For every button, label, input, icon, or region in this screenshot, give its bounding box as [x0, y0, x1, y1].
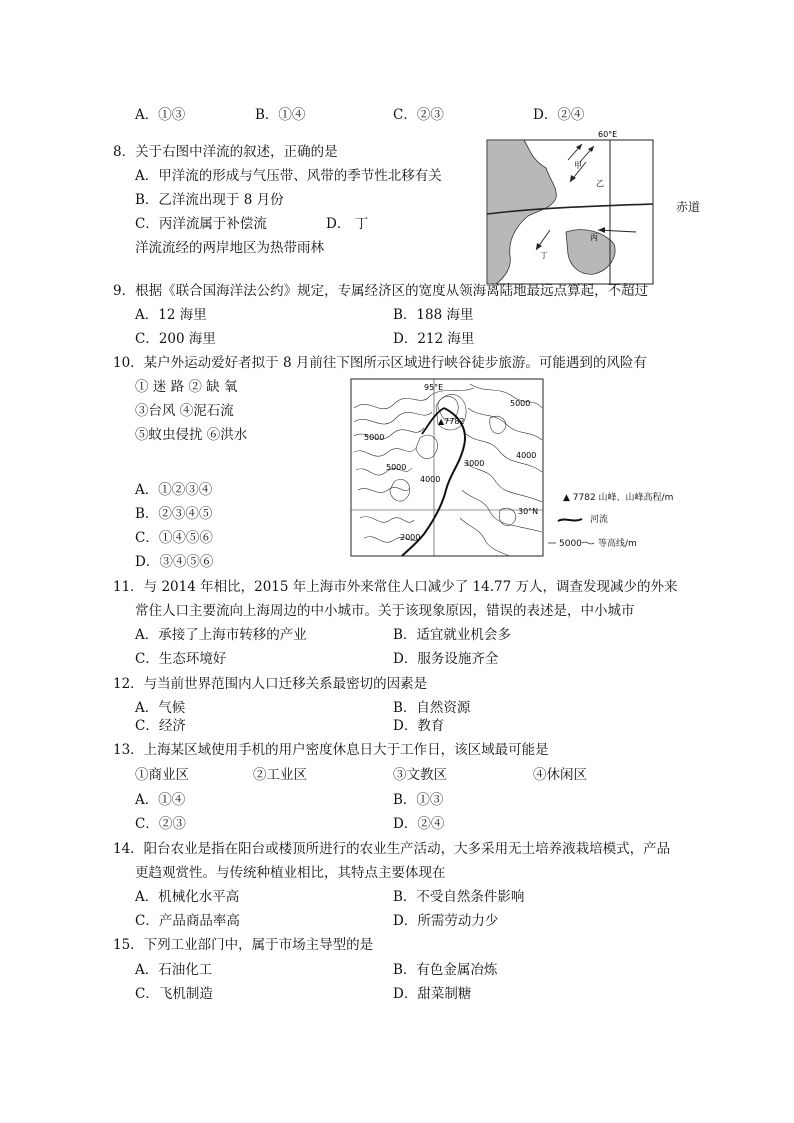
legend-river-line: [556, 515, 584, 525]
q8-option-b: B．乙洋流出现于 8 月份: [135, 192, 284, 208]
q10-risk-line-3: ⑤蚊虫侵扰 ⑥洪水: [135, 427, 248, 443]
q9-option-b: B．188 海里: [393, 307, 474, 323]
q7-option-a: A．①③: [135, 107, 186, 123]
q9-option-c: C．200 海里: [135, 331, 216, 347]
contour-label-4000-a: 4000: [516, 451, 537, 460]
current-yi-label: 乙: [596, 179, 604, 188]
legend-peak: ▲ 7782 山峰、山峰高程/m: [563, 493, 674, 503]
q10-option-c: C．①④⑤⑥: [135, 530, 213, 546]
q8-stem: 8．关于右图中洋流的叙述，正确的是: [113, 144, 338, 160]
q11-option-a: A．承接了上海市转移的产业: [135, 627, 307, 643]
q14-option-d: D．所需劳动力少: [393, 913, 499, 929]
q12-option-b: B．自然资源: [393, 700, 471, 716]
q14-stem-line-2: 更趋观赏性。与传统种植业相比，其特点主要体现在: [135, 865, 446, 881]
meridian-label: 60°E: [598, 130, 618, 139]
q12-stem: 12．与当前世界范围内人口迁移关系最密切的因素是: [113, 676, 428, 692]
q13-item-3: ③文教区: [393, 767, 447, 783]
q9-stem: 9．根据《联合国海洋法公约》规定，专属经济区的宽度从领海离陆地最远点算起，不超过: [113, 283, 649, 299]
q15-option-c: C．飞机制造: [135, 986, 213, 1002]
q12-option-d: D．教育: [393, 718, 445, 734]
q7-option-c: C．②③: [393, 107, 444, 123]
q10-risk-line-2: ③台风 ④泥石流: [135, 403, 234, 419]
q13-item-4: ④休闲区: [533, 767, 587, 783]
contour-label-3000: 3000: [464, 459, 485, 468]
q10-option-d: D．③④⑤⑥: [135, 554, 214, 570]
q9-option-a: A．12 海里: [135, 307, 207, 323]
q7-option-b: B．①④: [255, 107, 306, 123]
q15-option-b: B．有色金属冶炼: [393, 962, 498, 978]
equator-label: 赤道: [676, 200, 701, 214]
latitude-label: 30°N: [518, 507, 539, 516]
contour-label-5000-b: 5000: [386, 463, 407, 472]
current-jia-label: 甲: [574, 161, 582, 170]
q13-item-1: ①商业区: [135, 767, 189, 783]
contour-label-4000-b: 4000: [420, 475, 441, 484]
q10-risk-line-1: ① 迷 路 ② 缺 氧: [135, 379, 238, 395]
q13-option-a: A．①④: [135, 792, 186, 808]
contour-map: [350, 378, 545, 558]
contour-label-5000-a: 5000: [364, 433, 385, 442]
q15-stem: 15．下列工业部门中，属于市场主导型的是: [113, 937, 374, 953]
legend-contour: 等高线/m: [598, 539, 637, 549]
q10-stem: 10．某户外运动爱好者拟于 8 月前往下图所示区域进行峡谷徒步旅游。可能遇到的风险有: [113, 355, 647, 371]
q13-option-d: D．②④: [393, 816, 445, 832]
current-ding-label: 丁: [540, 251, 548, 260]
longitude-label: 95°E: [424, 383, 444, 392]
q14-option-c: C．产品商品率高: [135, 913, 240, 929]
q8-option-a: A．甲洋流的形成与气压带、风带的季节性北移有关: [135, 168, 442, 184]
q13-stem: 13．上海某区域使用手机的用户密度休息日大于工作日，该区域最可能是: [113, 742, 549, 758]
q11-option-b: B．适宜就业机会多: [393, 627, 511, 643]
q11-stem-line-1: 11．与 2014 年相比，2015 年上海市外来常住人口减少了 14.77 万人，调查发现减少的外来: [113, 579, 678, 595]
q12-option-a: A．气候: [135, 700, 186, 716]
contour-label-5000-c: 5000: [510, 399, 531, 408]
q8-option-d-continued: 洋流流经的两岸地区为热带雨林: [135, 240, 324, 256]
contour-label-2000: 2000: [400, 533, 421, 542]
q11-stem-line-2: 常住人口主要流向上海周边的中小城市。关于该现象原因，错误的表述是，中小城市: [135, 603, 635, 619]
q14-option-b: B．不受自然条件影响: [393, 889, 525, 905]
q11-option-d: D．服务设施齐全: [393, 651, 499, 667]
legend-river: 河流: [590, 515, 609, 525]
q13-item-2: ②工业区: [253, 767, 307, 783]
current-bing-label: 丙: [590, 233, 598, 242]
q8-option-d: D． 丁: [326, 216, 369, 232]
q7-option-d: D．②④: [533, 107, 585, 123]
peak-marker: ▲7782: [438, 417, 465, 426]
q13-option-c: C．②③: [135, 816, 186, 832]
q15-option-a: A．石油化工: [135, 962, 213, 978]
q8-option-c: C．丙洋流属于补偿流: [135, 216, 267, 232]
ocean-current-map: [486, 128, 658, 286]
q14-option-a: A．机械化水平高: [135, 889, 240, 905]
q14-stem-line-1: 14．阳台农业是指在阳台或楼顶所进行的农业生产活动，大多采用无土培养液栽培模式，产品: [113, 841, 671, 857]
legend-contour-number: 5000: [559, 539, 582, 549]
q10-option-b: B．②③④⑤: [135, 506, 213, 522]
q11-option-c: C．生态环境好: [135, 651, 227, 667]
q15-option-d: D．甜菜制糖: [393, 986, 472, 1002]
q10-option-a: A．①②③④: [135, 482, 213, 498]
q12-option-c: C．经济: [135, 718, 186, 734]
q9-option-d: D．212 海里: [393, 331, 475, 347]
q13-option-b: B．①③: [393, 792, 444, 808]
